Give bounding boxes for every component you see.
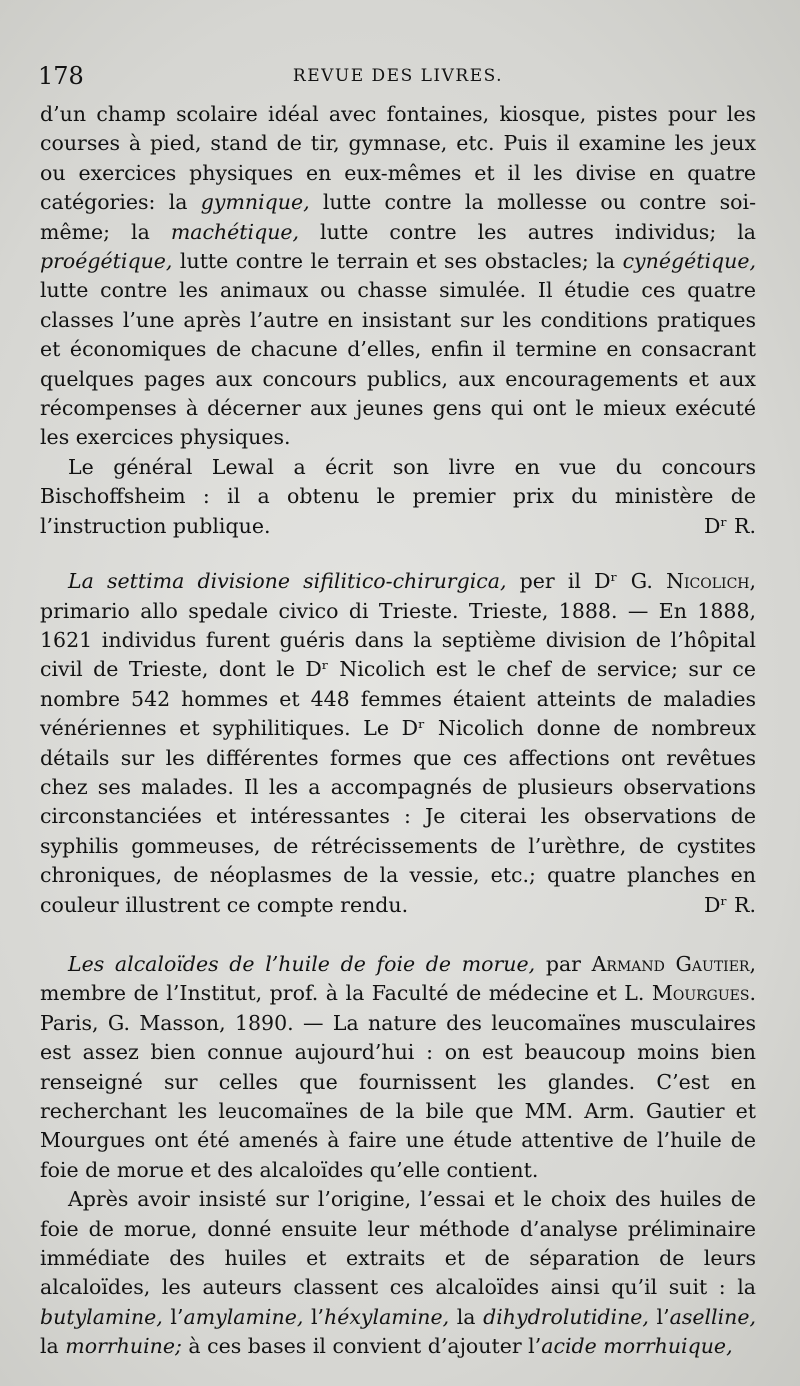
running-title: REVUE DES LIVRES. xyxy=(292,66,504,86)
section-gap xyxy=(40,920,756,950)
page-header xyxy=(38,62,758,94)
review1-signature: Dʳ R. xyxy=(703,513,756,538)
review3-paragraph2: Après avoir insisté sur l’origine, l’essai et le choix des huiles de foie de morue, donné ensuite leur méthode d’analyse préliminaire immédiate des huiles et extraits et de séparation de leurs alcaloïdes, les auteurs classent ces alcaloïdes ainsi qu’il suit : la butylamine, l’amylamine, l’héxylamine, la dihydrolutidine, l’aselline, la morrhuine; à ces bases il convient d’ajouter l’acide morrhuique, xyxy=(40,1187,757,1359)
review3-title: Les alcaloïdes de l’huile de foie de morue, xyxy=(68,951,536,976)
review2-signature: Dʳ R. xyxy=(703,892,756,917)
review3-author1: Armand Gautier, xyxy=(591,951,756,976)
page-number: 178 xyxy=(38,62,84,90)
review1-paragraph1: d’un champ scolaire idéal avec fontaines, kiosque, pistes pour les courses à pied, stand de tir, gymnase, etc. Puis il examine les jeux ou exercices physiques en eux-mêmes et il les divise en quatre catégories: la gymnique, lutte contre la mollesse ou contre soi-même; la machétique, lutte contre les autres individus; la proégétique, lutte contre le terrain et ses obstacles; la cynégétique, lutte contre les animaux ou chasse simulée. Il étudie ces quatre classes l’une après l’autre en insistant sur les conditions pratiques et économiques de chacune d’elles, enfin il termine en consacrant quelques pages aux concours publics, aux encouragements et aux récompenses à décerner aux jeunes gens qui ont le mieux exécuté les exercices physiques. xyxy=(40,102,757,450)
review3-paragraph1: Les alcaloïdes de l’huile de foie de morue, par Armand Gautier, membre de l’Institut, prof. à la Faculté de médecine et L. Mourgues. Paris, G. Masson, 1890. — La nature des leucomaïnes musculaires est assez bien connue aujourd’hui : on est beaucoup moins bien renseigné sur celles que fournissent les glandes. C’est en recherchant les leucomaïnes de la bile que MM. Arm. Gautier et Mourgues ont été amenés à faire une étude attentive de l’huile de foie de morue et des alcaloïdes qu’elle contient. xyxy=(40,951,756,1182)
review3-author2: Mourgues. xyxy=(651,981,756,1006)
review2-paragraph: La settima divisione sifilitico-chirurgica, per il Dʳ G. Nicolich, primario allo spedale civico di Trieste. Trieste, 1888. — En 1888, 1621 individus furent guéris dans la septième division de l’hôpital civil de Trieste, dont le Dʳ Nicolich est le chef de service; sur ce nombre 542 hommes et 448 femmes étaient atteints de maladies vénériennes et syphilitiques. Le Dʳ Nicolich donne de nombreux détails sur les différentes formes que ces affections ont revêtues chez ses malades. Il les a accompagnés de plusieurs observations circonstanciées et intéressantes : Je citerai les observations de syphilis gommeuses, de rétrécissements de l’urèthre, de cystites chroniques, de néoplasmes de la vessie, etc.; quatre planches en couleur illustrent ce compte rendu. Dʳ R. xyxy=(40,567,756,920)
review2-author: Nicolich, xyxy=(666,569,756,594)
review2-title: La settima divisione sifilitico-chirurgica, xyxy=(68,569,507,594)
section-gap xyxy=(40,541,756,567)
review1-paragraph2: Le général Lewal a écrit son livre en vue du concours Bischoffsheim : il a obtenu le premier prix du ministère de l’instruction publique. Dʳ R. xyxy=(40,453,756,541)
page-body xyxy=(40,100,756,1362)
